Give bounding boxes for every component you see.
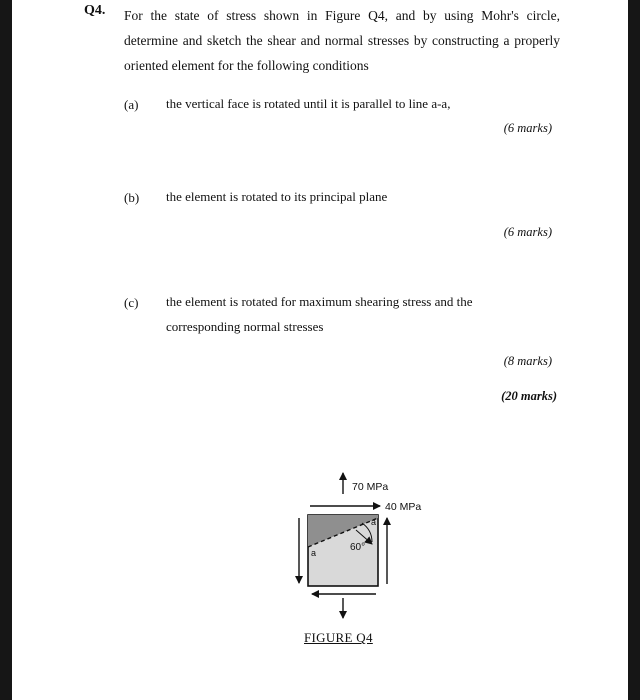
normal-stress-label: 70 MPa	[352, 481, 389, 493]
question-number: Q4.	[84, 3, 106, 18]
part-c-text: the element is rotated for maximum shearing stress and the corresponding normal stresses	[166, 294, 473, 334]
part-a-label: (a)	[124, 97, 139, 112]
part-a-text: the vertical face is rotated until it is parallel to line a-a,	[166, 96, 451, 111]
part-b-text: the element is rotated to its principal plane	[166, 189, 388, 204]
part-a-marks: (6 marks)	[503, 121, 552, 135]
line-label-bottom: a	[311, 548, 317, 558]
part-b-label: (b)	[124, 190, 140, 205]
shear-stress-label: 40 MPa	[385, 501, 422, 513]
part-c-label: (c)	[124, 295, 139, 310]
figure-caption: FIGURE Q4	[304, 630, 373, 645]
total-marks: (20 marks)	[501, 389, 557, 403]
page-edge-right	[628, 0, 640, 700]
part-c-marks: (8 marks)	[503, 354, 552, 368]
angle-label: 60°	[350, 542, 366, 553]
page-edge-left	[0, 0, 12, 700]
question-text: For the state of stress shown in Figure Q4, and by using Mohr's circle, determine and sketch the shear and normal stresses by constructing a properly oriented element for the following conditions	[124, 8, 560, 73]
part-b-marks: (6 marks)	[503, 225, 552, 239]
line-label-top: a	[371, 517, 377, 527]
